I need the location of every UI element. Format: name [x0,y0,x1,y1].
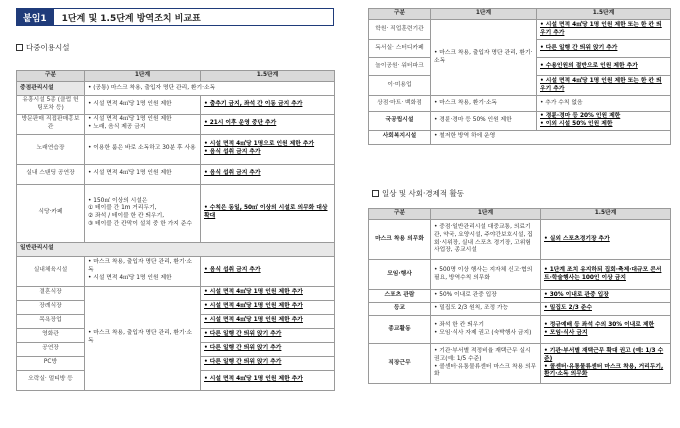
document-title-bar [16,8,334,26]
header-category: 구분 [17,71,85,82]
category-cell: 스포츠 관람 [369,290,431,303]
category-cell: 모임·행사 [369,260,431,290]
daily-activities-comparison-table [368,208,671,384]
category-cell: 마스크 착용 의무화 [369,220,431,260]
stage15-cell: • 다른 일행 간 띄워 앉기 추가 [201,342,335,356]
stage1-cell: • 마스크 착용, 출입자 명단 관리, 환기·소독 • 시설 면적 4㎡당 1명 인원 제한 [85,256,201,286]
stage15-cell: • 21시 이후 운영 중단 추가 [201,114,335,134]
group-heading-cell: 일반관리시설 [17,242,335,256]
table-row [17,134,335,164]
checkbox-square-icon [372,190,379,197]
category-cell: 식당·카페 [17,184,85,242]
header-category: 구분 [369,209,431,220]
table-row [369,96,671,112]
stage1-cell: • 좌석 한 칸 띄우기 • 모임·식사 자제 권고 (숙박행사 금지) [431,316,541,344]
stage15-cell: • 시설 면적 4㎡당 1명 인원 제한 또는 한 칸 띄우기 추가 [537,20,671,40]
stage1-cell: • 시설 면적 4㎡당 1명 인원 제한 [85,96,201,115]
header-stage15: 1.5단계 [201,71,335,82]
stage15-cell: • 경륜·경마 등 20% 인원 제한 • 이외 시설 50% 인원 제한 [537,112,671,131]
category-cell: 오락실· 멀티방 등 [17,370,85,390]
category-cell: 영화관 [17,328,85,342]
category-cell: 종교활동 [369,316,431,344]
table-header-row [17,71,335,82]
stage1-cell: • (공통) 마스크 착용, 출입자 명단 관리, 환기·소독 [85,82,335,96]
category-cell: 방문판매 직접판매홍보관 [17,114,85,134]
stage1-cell-merged: • 마스크 착용, 출입자 명단 관리, 환기·소독 [431,20,537,96]
document-title: 1단계 및 1.5단계 방역조치 비교표 [54,8,334,26]
header-stage15: 1.5단계 [537,9,671,20]
header-category: 구분 [369,9,431,20]
stage15-cell: • 시설 면적 4㎡당 1명 인원 제한 추가 [201,314,335,328]
category-cell: 상점·마트· 백화점 [369,96,431,112]
category-cell: 직장근무 [369,344,431,384]
table-row [369,20,671,40]
table-row [17,164,335,184]
category-cell: 실내체육시설 [17,256,85,286]
stage15-cell: • 정규예배 등 좌석 수의 30% 이내로 제한 • 모임·식사 금지 [541,316,671,344]
stage1-cell-merged: • 마스크 착용, 출입자 명단 관리, 환기·소독 [85,286,201,390]
facilities-comparison-table-continued [368,8,671,145]
category-cell: 놀이공원· 워터파크 [369,58,431,76]
attachment-tag: 붙임1 [16,8,54,26]
stage15-cell: • 실외 스포츠경기장 추가 [541,220,671,260]
stage1-cell: • 시설 면적 4㎡당 1명 인원 제한 • 노래, 음식 제공 금지 [85,114,201,134]
stage1-cell: • 중점·일반관리시설 대중교통, 의료기관, 약국, 요양시설, 주야간보호시설, 집회·시위장, 실내 스포츠 경기장, 고위험 사업장, 종교시설 [431,220,541,260]
checkbox-square-icon [16,44,23,51]
table-row [17,96,335,115]
stage15-cell: • 1단계 조치 유지하되 집회·축제·대규모 콘서트·학술행사는 100인 이상 금지 [541,260,671,290]
section-daily-heading: 일상 및 사회·경제적 활동 [372,188,464,199]
table-header-row [369,209,671,220]
table-row [17,286,335,300]
category-cell: 공연장 [17,342,85,356]
stage15-cell: • 다른 일행 간 띄워 앉기 추가 [201,328,335,342]
stage1-cell: • 150㎡ 이상의 시설은 ① 테이블 간 1m 거리두기, ② 좌석 / 테이블 한 칸 띄우기, ③ 테이블 간 칸막이 설치 중 한 가지 준수 [85,184,201,242]
category-cell: 노래연습장 [17,134,85,164]
category-cell: 이·미용업 [369,76,431,96]
stage15-cell: • 수용인원의 절반으로 인원 제한 추가 [537,58,671,76]
table-row [17,184,335,242]
table-row [17,242,335,256]
stage15-cell: • 시설 면적 4㎡당 1명 인원 제한 추가 [201,370,335,390]
table-row [369,220,671,260]
stage15-cell: • 음식 섭취 금지 추가 [201,164,335,184]
stage1-cell: • 50% 이내로 관중 입장 [431,290,541,303]
stage1-cell: • 500명 이상 행사는 지자체 신고·협의 필요, 방역수칙 의무화 [431,260,541,290]
stage15-cell: • 기관·부서별 재택근무 확대 권고 (예: 1/3 수준) • 콜센터·유통물류센터 마스크 착용, 거리두기, 환기·소독 의무화 [541,344,671,384]
stage15-cell: • 음식 섭취 금지 추가 [201,256,335,286]
category-cell: 사회복지시설 [369,130,431,144]
table-row [369,260,671,290]
stage15-cell: • 춤추기 금지, 좌석 간 이동 금지 추가 [201,96,335,115]
table-row [17,114,335,134]
stage1-cell: • 철저한 방역 하에 운영 [431,130,671,144]
table-row [17,82,335,96]
stage15-cell: • 시설 면적 4㎡당 1명으로 인원 제한 추가 • 음식 섭취 금지 추가 [201,134,335,164]
header-stage1: 1단계 [431,209,541,220]
category-cell: 결혼식장 [17,286,85,300]
stage1-cell: • 기관·부서별 적정비율 재택근무 실시 권고(예: 1/5 수준) • 콜센터·유통물류센터 마스크 착용 의무화 [431,344,541,384]
table-row [17,256,335,286]
table-row [369,303,671,316]
stage15-cell: • 수칙은 동일, 50㎡ 이상의 시설로 의무화 대상 확대 [201,184,335,242]
table-row [369,130,671,144]
stage1-cell: • 밀집도 2/3 원칙, 조정 가능 [431,303,541,316]
table-row [369,112,671,131]
stage15-cell: • 다른 일행 간 띄워 앉기 추가 [201,356,335,370]
stage1-cell: • 이용한 룸은 바로 소독하고 30분 후 사용 [85,134,201,164]
stage15-cell: • 시설 면적 4㎡당 1명 인원 제한 추가 [201,300,335,314]
category-cell: 등교 [369,303,431,316]
category-cell: 실내 스탠딩 공연장 [17,164,85,184]
stage15-cell: • 시설 면적 4㎡당 1명 인원 제한 또는 한 칸 띄우기 추가 [537,76,671,96]
group-heading-cell: 중점관리시설 [17,82,85,96]
stage15-cell: • 30% 이내로 관중 입장 [541,290,671,303]
header-stage1: 1단계 [431,9,537,20]
stage1-cell: • 경륜·경마 등 50% 인원 제한 [431,112,537,131]
facilities-comparison-table [16,70,335,391]
table-row [369,344,671,384]
stage15-cell: • 추가 수칙 없음 [537,96,671,112]
table-row [369,290,671,303]
table-header-row [369,9,671,20]
category-cell: PC방 [17,356,85,370]
category-cell: 독서실· 스터디카페 [369,40,431,58]
category-cell: 장례식장 [17,300,85,314]
category-cell: 학원· 직업훈련기관 [369,20,431,40]
stage15-cell: • 시설 면적 4㎡당 1명 인원 제한 추가 [201,286,335,300]
stage15-cell: • 다른 일행 간 띄워 앉기 추가 [537,40,671,58]
category-cell: 유흥시설 5종 (클럽 헌팅포차 등) [17,96,85,115]
table-row [369,316,671,344]
section-facilities-heading: 다중이용시설 [16,42,69,53]
category-cell: 국공립시설 [369,112,431,131]
stage15-cell: • 밀집도 2/3 준수 [541,303,671,316]
stage1-cell: • 시설 면적 4㎡당 1명 인원 제한 [85,164,201,184]
category-cell: 목욕장업 [17,314,85,328]
stage1-cell: • 마스크 착용, 환기·소독 [431,96,537,112]
header-stage1: 1단계 [85,71,201,82]
header-stage15: 1.5단계 [541,209,671,220]
